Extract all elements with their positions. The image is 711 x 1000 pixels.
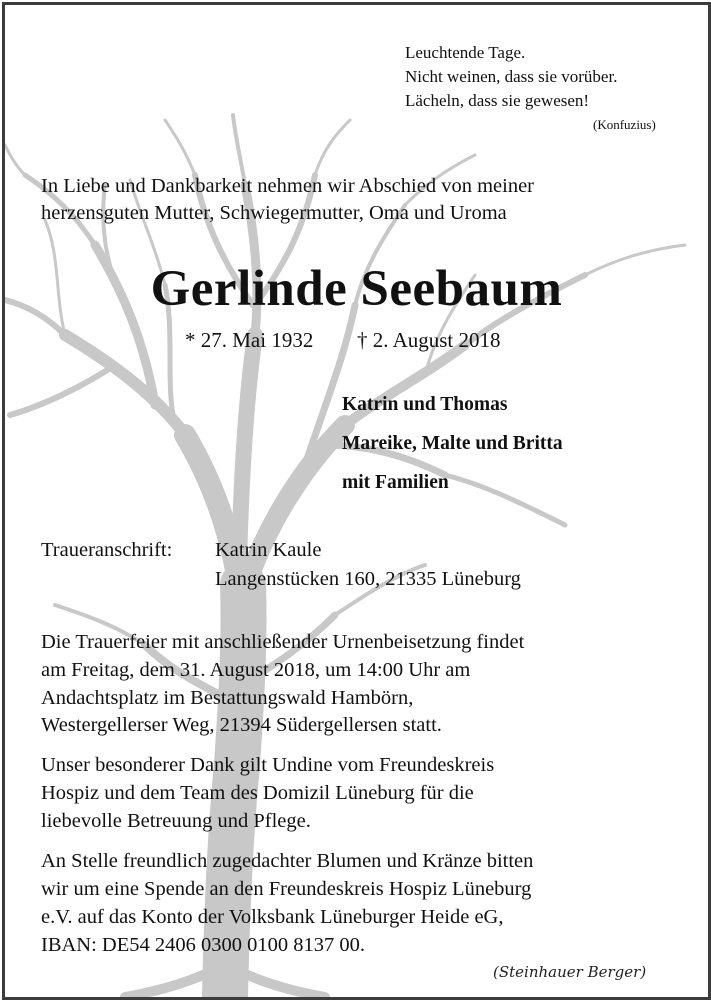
address-label: Traueranschrift:	[41, 539, 173, 561]
quote-source: (Konfuzius)	[593, 117, 656, 132]
birth-date: * 27. Mai 1932	[185, 328, 314, 352]
donation-line-3: e.V. auf das Konto der Volksbank Lüneburger Heide eG,	[41, 906, 504, 928]
address-street: Langenstücken 160, 21335 Lüneburg	[215, 568, 521, 590]
quote-line-3: Lächeln, dass sie gewesen!	[405, 91, 590, 110]
donation-line-1: An Stelle freundlich zugedachter Blumen und Kränze bitten	[41, 850, 534, 872]
donation-line-4: IBAN: DE54 2406 0300 0100 8137 00.	[41, 934, 366, 956]
address-name: Katrin Kaule	[215, 539, 322, 561]
thanks-line-3: liebevolle Betreuung und Pflege.	[41, 810, 311, 832]
intro-line-1: In Liebe und Dankbarkeit nehmen wir Abschied von meiner	[41, 175, 534, 197]
family-line-1: Katrin und Thomas	[342, 394, 508, 415]
ceremony-line-4: Westergellerser Weg, 21394 Südergellersen statt.	[41, 714, 442, 736]
ceremony-line-3: Andachtsplatz im Bestattungswald Hambörn,	[41, 687, 414, 709]
intro-line-2: herzensguten Mutter, Schwiegermutter, Oma und Uroma	[41, 202, 507, 224]
quote-line-1: Leuchtende Tage.	[405, 43, 526, 62]
thanks-line-2: Hospiz und dem Team des Domizil Lüneburg für die	[41, 782, 474, 804]
donation-line-2: wir um eine Spende an den Freundeskreis Hospiz Lüneburg	[41, 878, 532, 900]
family-line-3: mit Familien	[342, 472, 449, 493]
thanks-line-1: Unser besonderer Dank gilt Undine vom Freundeskreis	[41, 754, 495, 776]
ceremony-line-1: Die Trauerfeier mit anschließender Urnenbeisetzung findet	[41, 631, 525, 653]
death-date: † 2. August 2018	[357, 328, 501, 352]
signature-text: Steinhauer Berger	[498, 963, 641, 981]
quote-line-2: Nicht weinen, dass sie vorüber.	[405, 67, 618, 86]
obituary-card	[2, 2, 711, 1000]
undertaker-signature: (Steinhauer Berger)	[493, 963, 647, 981]
ceremony-line-2: am Freitag, dem 31. August 2018, um 14:00 Uhr am	[41, 659, 471, 681]
deceased-name: Gerlinde Seebaum	[150, 261, 563, 317]
family-line-2: Mareike, Malte und Britta	[342, 433, 563, 454]
